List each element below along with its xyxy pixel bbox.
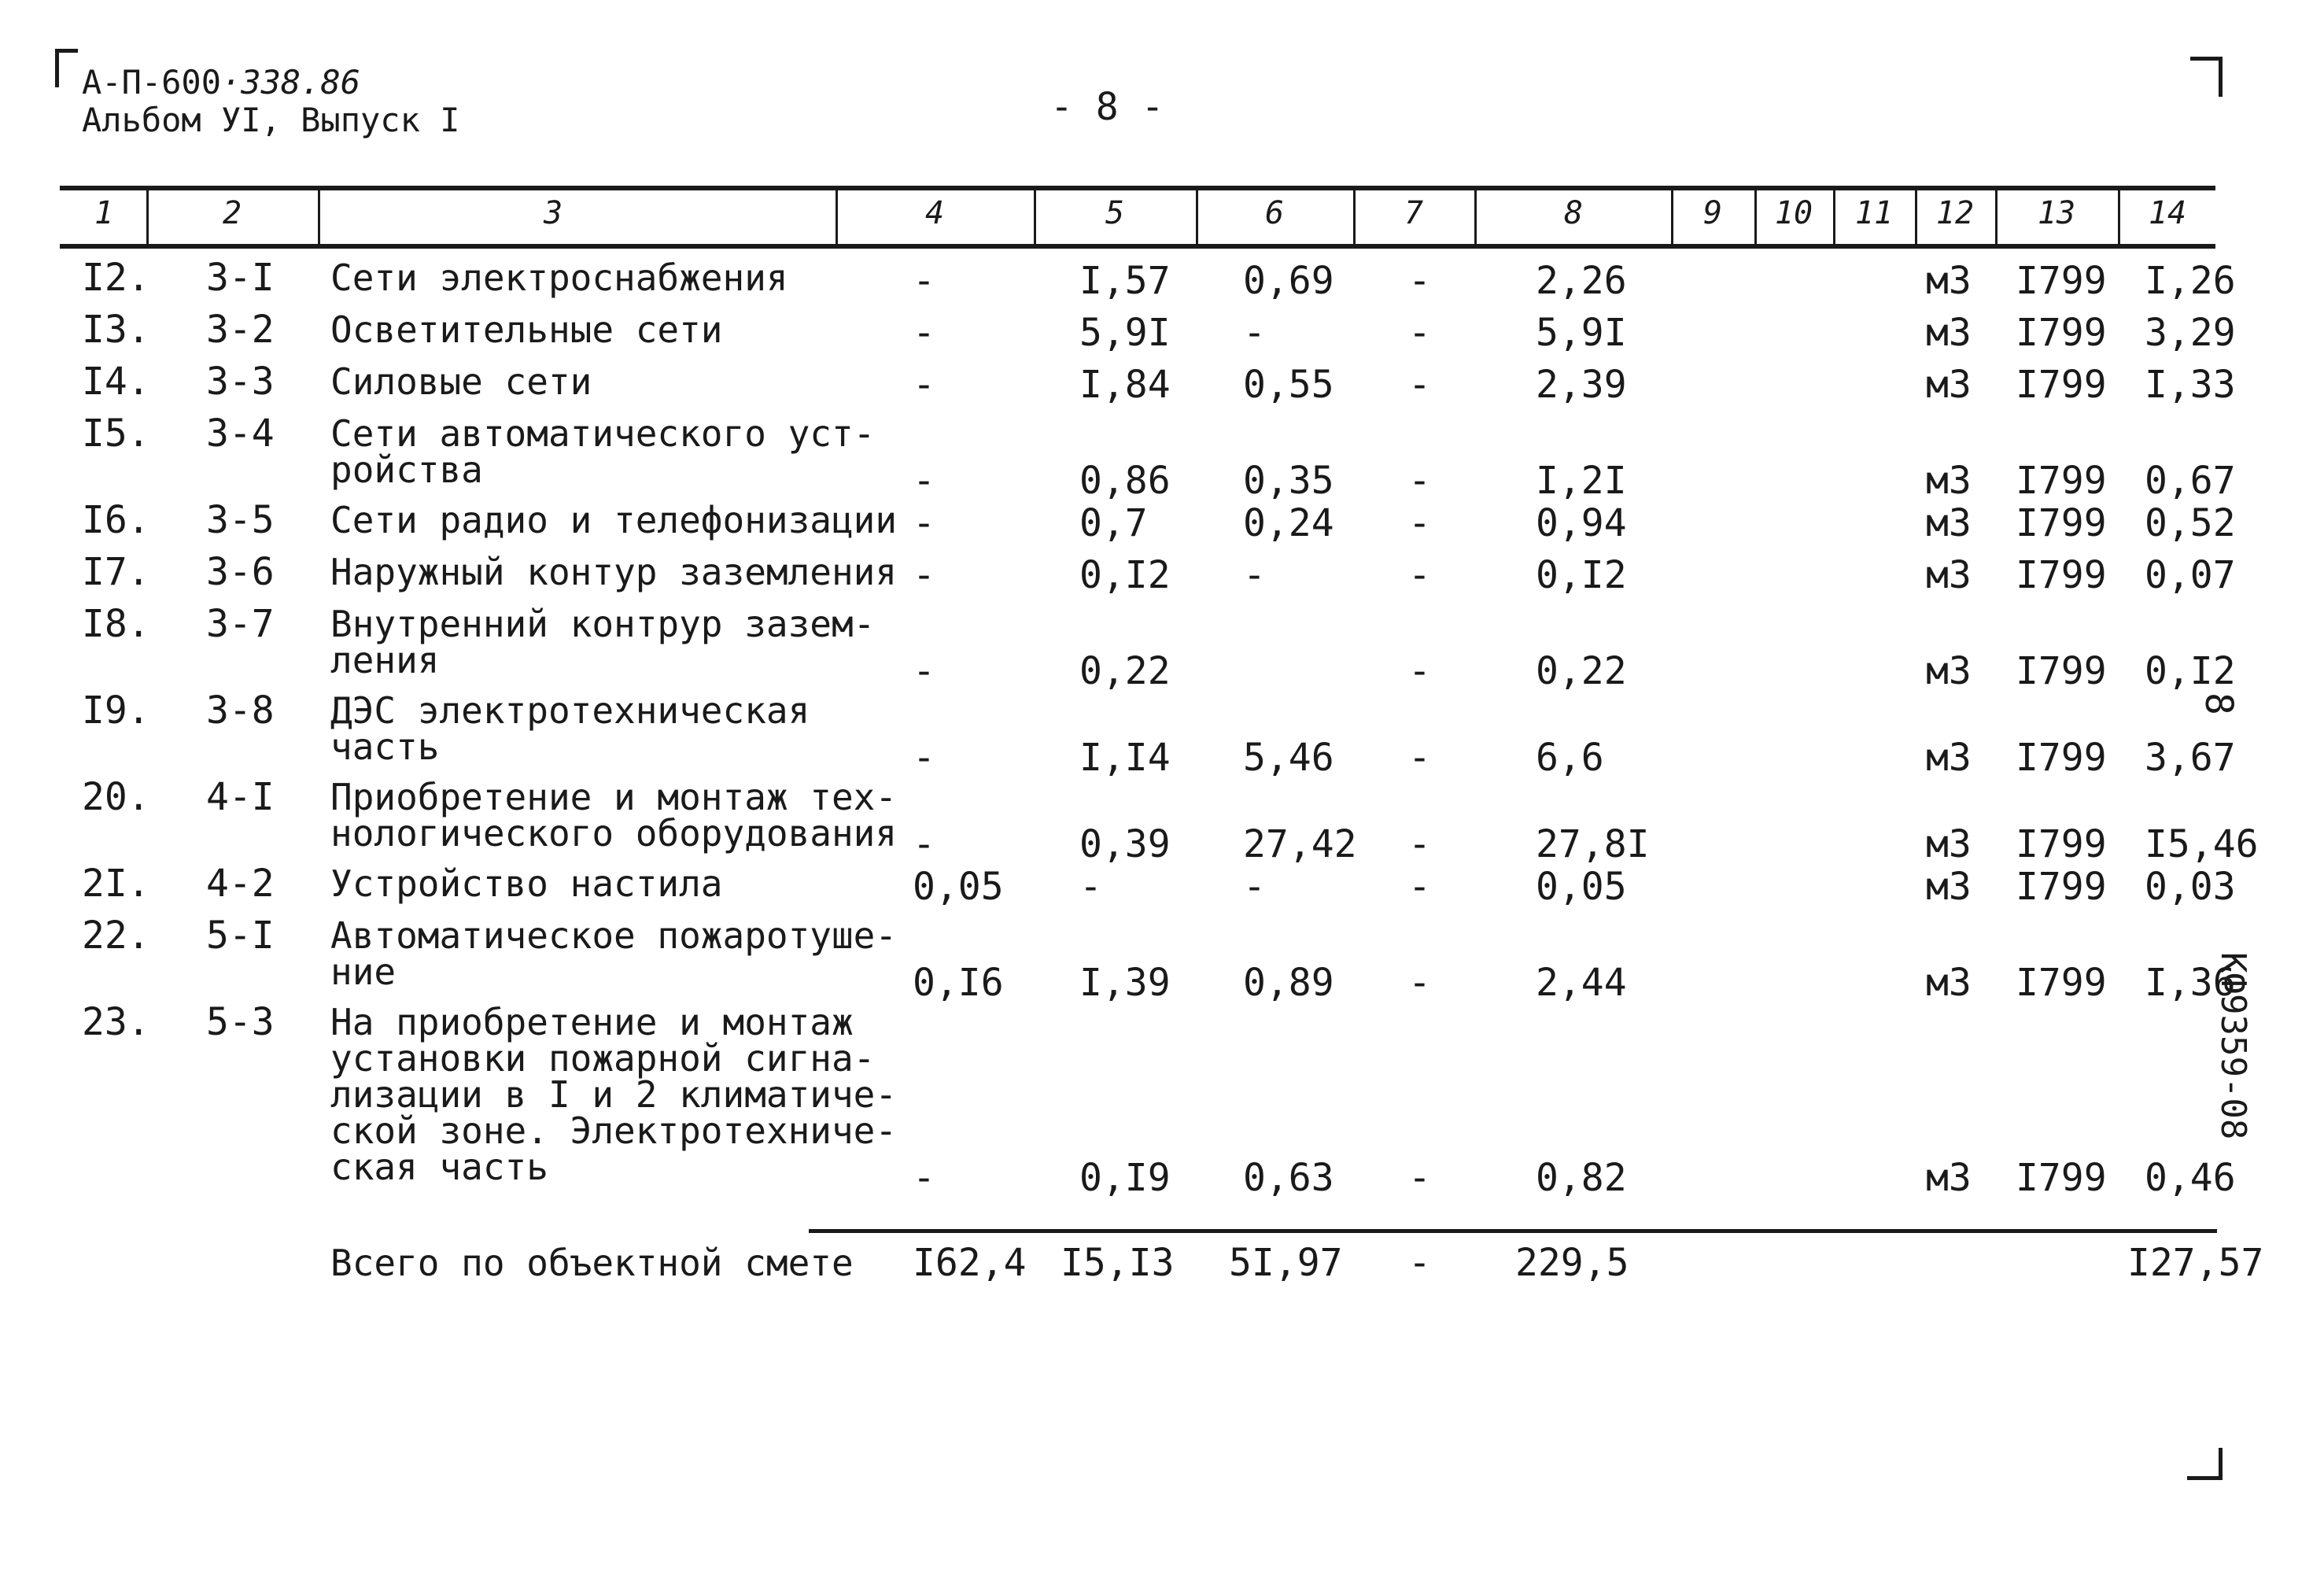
column-divider bbox=[1754, 189, 1757, 245]
column-number: 10 bbox=[1774, 195, 1813, 231]
row-code: 3-2 bbox=[206, 308, 275, 352]
total-label: Всего по объектной смете bbox=[330, 1242, 854, 1284]
row-value-c12: м3 bbox=[1926, 459, 1972, 503]
row-value-c6: 0,24 bbox=[1243, 501, 1334, 545]
row-value-c8: 2,26 bbox=[1536, 259, 1627, 303]
row-name: Осветительные сети bbox=[330, 308, 723, 351]
row-value-c5: 0,I9 bbox=[1079, 1156, 1171, 1200]
row-value-c4: - bbox=[913, 649, 935, 693]
row-value-c12: м3 bbox=[1926, 553, 1972, 597]
row-value-c13: I799 bbox=[2016, 961, 2107, 1005]
row-value-c14: I5,46 bbox=[2145, 822, 2259, 866]
column-divider bbox=[1353, 189, 1356, 245]
column-number: 7 bbox=[1404, 195, 1424, 231]
row-code: 4-2 bbox=[206, 862, 275, 906]
row-number: I5. bbox=[82, 412, 150, 456]
total-value-c14: I27,57 bbox=[2127, 1241, 2264, 1285]
column-divider bbox=[836, 189, 838, 245]
sheet-mark: 8 bbox=[2197, 692, 2241, 715]
row-code: 3-I bbox=[206, 256, 275, 300]
row-number: I8. bbox=[82, 602, 150, 646]
row-value-c6: - bbox=[1243, 865, 1266, 909]
row-value-c8: 2,39 bbox=[1536, 363, 1627, 407]
row-number: I2. bbox=[82, 256, 150, 300]
row-value-c5: I,57 bbox=[1079, 259, 1171, 303]
row-value-c8: 0,05 bbox=[1536, 865, 1627, 909]
column-divider bbox=[1474, 189, 1477, 245]
row-value-c14: 3,29 bbox=[2145, 311, 2236, 355]
row-value-c4: - bbox=[913, 259, 935, 303]
row-value-c7: - bbox=[1408, 865, 1431, 909]
row-value-c5: 0,86 bbox=[1079, 459, 1171, 503]
row-value-c4: - bbox=[913, 736, 935, 780]
row-value-c14: 0,07 bbox=[2145, 553, 2236, 597]
row-value-c5: I,84 bbox=[1079, 363, 1171, 407]
row-number: I7. bbox=[82, 550, 150, 594]
row-value-c14: 3,67 bbox=[2145, 736, 2236, 780]
row-number: I6. bbox=[82, 498, 150, 542]
row-value-c12: м3 bbox=[1926, 649, 1972, 693]
row-value-c5: 0,I2 bbox=[1079, 553, 1171, 597]
row-value-c6: 0,35 bbox=[1243, 459, 1334, 503]
column-divider bbox=[1995, 189, 1998, 245]
total-rule bbox=[809, 1229, 2217, 1233]
row-value-c4: - bbox=[913, 822, 935, 866]
row-value-c7: - bbox=[1408, 1156, 1431, 1200]
row-number: 2I. bbox=[82, 862, 150, 906]
row-value-c13: I799 bbox=[2016, 311, 2107, 355]
row-name: Приобретение и монтаж тех- нологического оборудования bbox=[330, 776, 898, 855]
row-value-c12: м3 bbox=[1926, 736, 1972, 780]
corner-mark-bottom-right bbox=[2187, 1448, 2223, 1480]
row-value-c5: - bbox=[1079, 865, 1102, 909]
row-name: ДЭС электротехническая часть bbox=[330, 689, 810, 768]
row-value-c8: 5,9I bbox=[1536, 311, 1627, 355]
row-value-c5: 0,22 bbox=[1079, 649, 1171, 693]
row-value-c13: I799 bbox=[2016, 1156, 2107, 1200]
row-value-c4: 0,I6 bbox=[913, 961, 1004, 1005]
row-value-c12: м3 bbox=[1926, 865, 1972, 909]
row-value-c13: I799 bbox=[2016, 259, 2107, 303]
column-number: 13 bbox=[2037, 195, 2076, 231]
row-value-c6: 5,46 bbox=[1243, 736, 1334, 780]
row-value-c14: I,36 bbox=[2145, 961, 2236, 1005]
row-value-c6: - bbox=[1243, 553, 1266, 597]
column-divider bbox=[2118, 189, 2120, 245]
row-number: 22. bbox=[82, 914, 150, 958]
row-value-c4: - bbox=[913, 459, 935, 503]
row-value-c13: I799 bbox=[2016, 459, 2107, 503]
row-value-c13: I799 bbox=[2016, 736, 2107, 780]
row-value-c7: - bbox=[1408, 822, 1431, 866]
column-divider bbox=[146, 189, 149, 245]
row-value-c12: м3 bbox=[1926, 961, 1972, 1005]
row-value-c13: I799 bbox=[2016, 649, 2107, 693]
row-value-c14: 0,52 bbox=[2145, 501, 2236, 545]
row-name: Внутренний контрур зазем- ления bbox=[330, 603, 876, 681]
table-top-rule bbox=[60, 186, 2215, 190]
album-issue: Альбом УI, Выпуск I bbox=[82, 101, 460, 139]
column-divider bbox=[1196, 189, 1198, 245]
row-code: 5-3 bbox=[206, 1000, 275, 1044]
column-divider bbox=[1671, 189, 1673, 245]
column-number: 14 bbox=[2148, 195, 2187, 231]
row-code: 3-7 bbox=[206, 602, 275, 646]
row-value-c12: м3 bbox=[1926, 311, 1972, 355]
row-name: Сети автоматического уст- ройства bbox=[330, 412, 876, 491]
document-code-printed: А-П-600 bbox=[82, 63, 222, 102]
row-value-c8: 27,8I bbox=[1536, 822, 1650, 866]
row-value-c4: 0,05 bbox=[913, 865, 1004, 909]
row-number: I4. bbox=[82, 360, 150, 404]
row-value-c4: - bbox=[913, 311, 935, 355]
row-value-c6: - bbox=[1243, 311, 1266, 355]
total-value-c8: 229,5 bbox=[1515, 1241, 1629, 1285]
row-value-c8: 0,22 bbox=[1536, 649, 1627, 693]
row-name: Сети электроснабжения bbox=[330, 257, 788, 299]
column-number: 9 bbox=[1702, 195, 1723, 231]
column-number: 4 bbox=[924, 195, 945, 231]
row-value-c6: 0,69 bbox=[1243, 259, 1334, 303]
row-value-c5: I,I4 bbox=[1079, 736, 1171, 780]
row-value-c13: I799 bbox=[2016, 553, 2107, 597]
document-code bbox=[82, 65, 360, 101]
corner-mark-top-left bbox=[55, 49, 78, 87]
row-number: I3. bbox=[82, 308, 150, 352]
column-divider bbox=[1915, 189, 1917, 245]
total-value-c7: - bbox=[1408, 1241, 1431, 1285]
row-value-c8: 0,94 bbox=[1536, 501, 1627, 545]
row-name: Устройство настила bbox=[330, 862, 723, 905]
total-value-c6: 5I,97 bbox=[1229, 1241, 1343, 1285]
document-code-handwritten: ·338.86 bbox=[221, 63, 361, 102]
column-number: 3 bbox=[543, 195, 563, 231]
row-value-c14: 0,67 bbox=[2145, 459, 2236, 503]
row-value-c6: 0,55 bbox=[1243, 363, 1334, 407]
column-number: 8 bbox=[1563, 195, 1584, 231]
row-value-c4: - bbox=[913, 501, 935, 545]
row-value-c7: - bbox=[1408, 311, 1431, 355]
row-name: Автоматическое пожаротуше- ние bbox=[330, 914, 898, 993]
row-value-c7: - bbox=[1408, 649, 1431, 693]
column-divider bbox=[1034, 189, 1036, 245]
row-value-c7: - bbox=[1408, 736, 1431, 780]
row-code: 3-8 bbox=[206, 688, 275, 733]
row-code: 3-6 bbox=[206, 550, 275, 594]
row-value-c8: 2,44 bbox=[1536, 961, 1627, 1005]
row-value-c14: I,26 bbox=[2145, 259, 2236, 303]
row-code: 4-I bbox=[206, 775, 275, 819]
row-value-c12: м3 bbox=[1926, 822, 1972, 866]
row-value-c8: 6,6 bbox=[1536, 736, 1604, 780]
row-value-c13: I799 bbox=[2016, 501, 2107, 545]
row-value-c6: 0,89 bbox=[1243, 961, 1334, 1005]
row-value-c5: 5,9I bbox=[1079, 311, 1171, 355]
row-value-c14: I,33 bbox=[2145, 363, 2236, 407]
row-name: Наружный контур заземления bbox=[330, 551, 898, 593]
row-value-c7: - bbox=[1408, 363, 1431, 407]
row-value-c4: - bbox=[913, 553, 935, 597]
row-number: 23. bbox=[82, 1000, 150, 1044]
row-value-c12: м3 bbox=[1926, 363, 1972, 407]
row-value-c14: 0,46 bbox=[2145, 1156, 2236, 1200]
row-code: 5-I bbox=[206, 914, 275, 958]
row-value-c14: 0,03 bbox=[2145, 865, 2236, 909]
row-value-c13: I799 bbox=[2016, 865, 2107, 909]
row-number: I9. bbox=[82, 688, 150, 733]
row-name: Сети радио и телефонизации bbox=[330, 499, 898, 541]
row-value-c13: I799 bbox=[2016, 363, 2107, 407]
total-value-c5: I5,I3 bbox=[1061, 1241, 1175, 1285]
column-number: 2 bbox=[222, 195, 242, 231]
row-value-c5: I,39 bbox=[1079, 961, 1171, 1005]
row-value-c7: - bbox=[1408, 961, 1431, 1005]
row-number: 20. bbox=[82, 775, 150, 819]
total-value-c4: I62,4 bbox=[913, 1241, 1027, 1285]
page-number: - 8 - bbox=[1050, 85, 1164, 129]
column-divider bbox=[1833, 189, 1835, 245]
row-value-c12: м3 bbox=[1926, 501, 1972, 545]
row-value-c7: - bbox=[1408, 501, 1431, 545]
corner-mark-top-right bbox=[2190, 57, 2223, 97]
row-value-c8: 0,I2 bbox=[1536, 553, 1627, 597]
table-header-rule bbox=[60, 244, 2215, 249]
column-number: 1 bbox=[94, 195, 114, 231]
row-code: 3-4 bbox=[206, 412, 275, 456]
row-value-c6: 0,63 bbox=[1243, 1156, 1334, 1200]
row-value-c8: 0,82 bbox=[1536, 1156, 1627, 1200]
column-number: 11 bbox=[1854, 195, 1894, 231]
row-code: 3-3 bbox=[206, 360, 275, 404]
column-number: 5 bbox=[1105, 195, 1125, 231]
column-number: 6 bbox=[1264, 195, 1285, 231]
column-number: 12 bbox=[1935, 195, 1975, 231]
row-value-c4: - bbox=[913, 363, 935, 407]
row-value-c12: м3 bbox=[1926, 259, 1972, 303]
row-value-c5: 0,39 bbox=[1079, 822, 1171, 866]
row-value-c14: 0,I2 bbox=[2145, 649, 2236, 693]
row-value-c7: - bbox=[1408, 459, 1431, 503]
archive-code: КФ9359-08 bbox=[2213, 952, 2253, 1140]
row-value-c4: - bbox=[913, 1156, 935, 1200]
row-name: На приобретение и монтаж установки пожарной сигна- лизации в I и 2 климатиче- ской зоне. Электротехниче- ская часть bbox=[330, 1001, 898, 1188]
column-divider bbox=[318, 189, 320, 245]
row-value-c7: - bbox=[1408, 553, 1431, 597]
row-value-c8: I,2I bbox=[1536, 459, 1627, 503]
row-name: Силовые сети bbox=[330, 360, 592, 403]
row-value-c13: I799 bbox=[2016, 822, 2107, 866]
row-value-c12: м3 bbox=[1926, 1156, 1972, 1200]
row-value-c6: 27,42 bbox=[1243, 822, 1357, 866]
row-code: 3-5 bbox=[206, 498, 275, 542]
row-value-c7: - bbox=[1408, 259, 1431, 303]
row-value-c5: 0,7 bbox=[1079, 501, 1148, 545]
